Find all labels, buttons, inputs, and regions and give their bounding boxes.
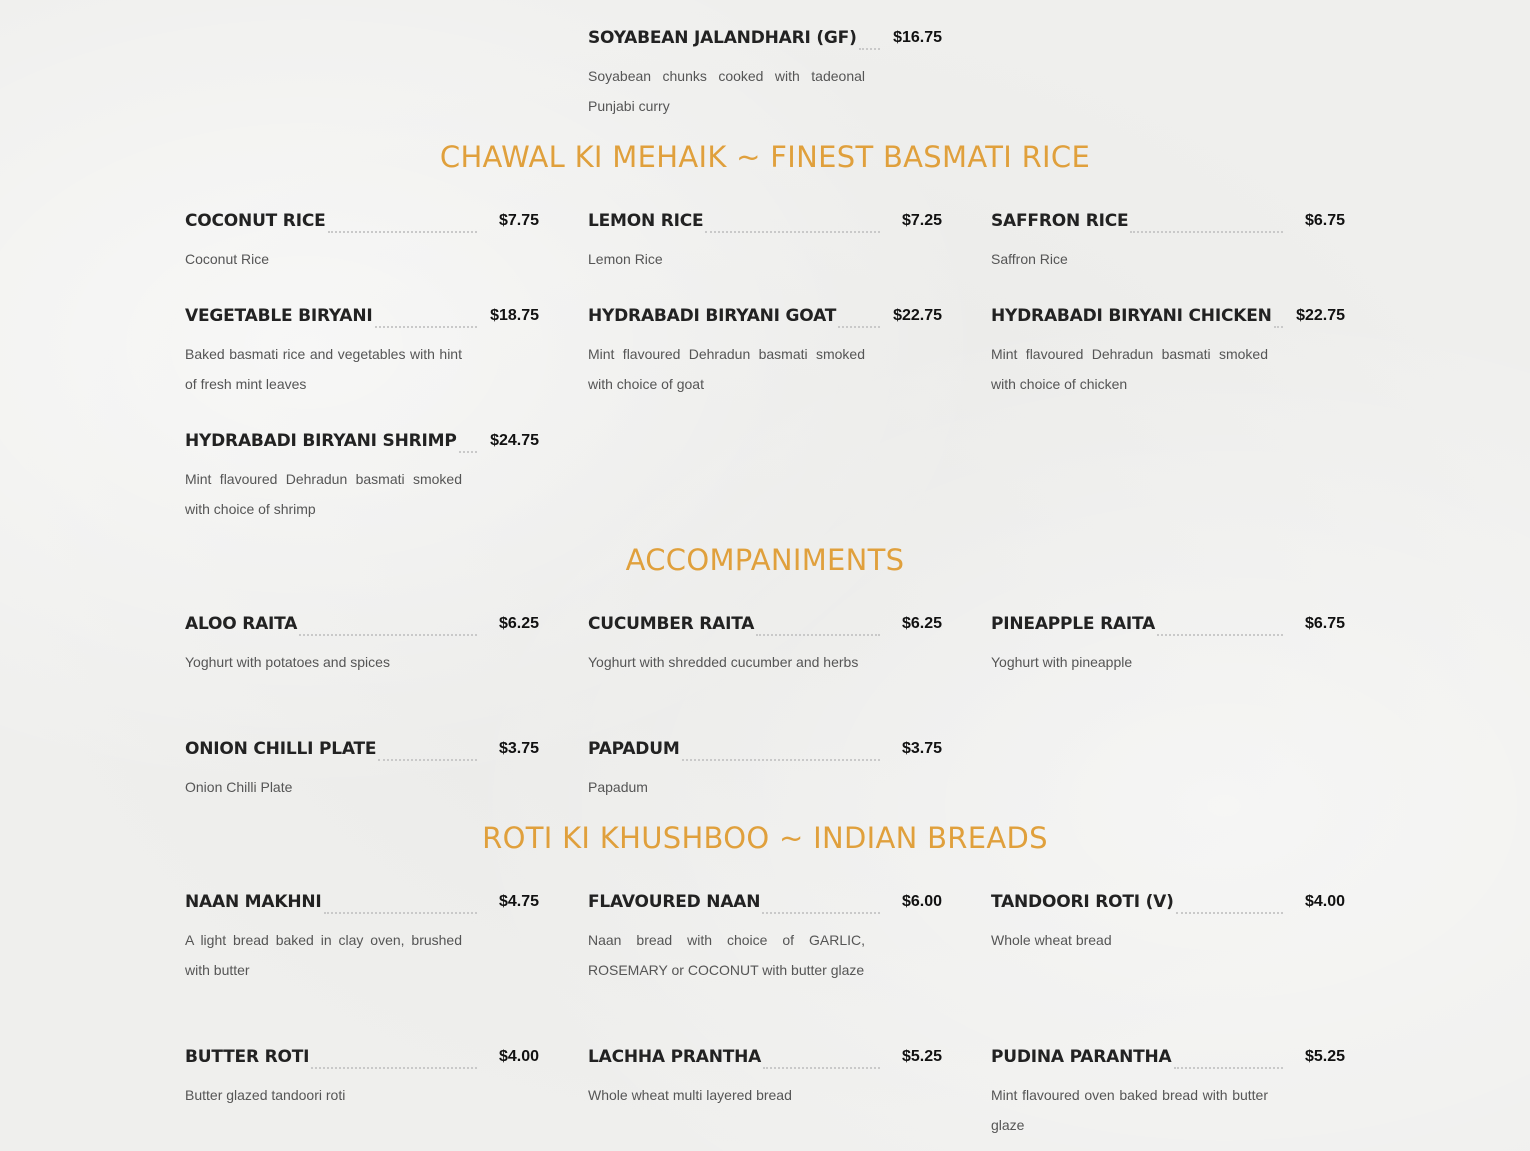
- dotted-leader: [299, 634, 477, 636]
- menu-item-lachha-prantha: [588, 1046, 942, 1110]
- menu-item-papadum: [588, 738, 942, 802]
- item-name: SOYABEAN JALANDHARI (GF): [588, 28, 857, 48]
- item-name: NAAN MAKHNI: [185, 892, 322, 912]
- item-price: $6.25: [498, 615, 539, 632]
- item-price: $6.25: [901, 615, 942, 632]
- item-description: Papadum: [588, 779, 648, 795]
- item-description: Yoghurt with shredded cucumber and herbs: [588, 654, 859, 670]
- dotted-leader: [328, 231, 477, 233]
- item-description: Naan bread with choice of GARLIC, ROSEMARY or COCONUT with butter glaze: [588, 932, 865, 978]
- item-description: Whole wheat bread: [991, 932, 1112, 948]
- item-name: ALOO RAITA: [185, 614, 298, 634]
- dotted-leader: [1274, 326, 1283, 328]
- item-description: Baked basmati rice and vegetables with hint of fresh mint leaves: [185, 346, 462, 392]
- item-description: Yoghurt with potatoes and spices: [185, 654, 390, 670]
- item-price: $3.75: [498, 740, 539, 757]
- dotted-leader: [324, 912, 477, 914]
- menu-item-soyabean-jalandhari: [588, 27, 942, 121]
- item-description: Mint flavoured Dehradun basmati smoked with choice of goat: [588, 346, 865, 392]
- item-description: Onion Chilli Plate: [185, 779, 293, 795]
- item-price: $4.00: [1304, 893, 1345, 910]
- item-description: Whole wheat multi layered bread: [588, 1087, 792, 1103]
- item-name: LEMON RICE: [588, 211, 704, 231]
- menu-item-cucumber-raita: [588, 613, 942, 677]
- dotted-leader: [838, 326, 880, 328]
- item-name: PINEAPPLE RAITA: [991, 614, 1156, 634]
- item-name: FLAVOURED NAAN: [588, 892, 761, 912]
- item-price: $22.75: [1296, 307, 1345, 324]
- item-name: TANDOORI ROTI (V): [991, 892, 1174, 912]
- item-name: VEGETABLE BIRYANI: [185, 306, 373, 326]
- menu-item-flavoured-naan: [588, 891, 942, 985]
- item-name: HYDRABADI BIRYANI GOAT: [588, 306, 837, 326]
- item-name: HYDRABADI BIRYANI CHICKEN: [991, 306, 1272, 326]
- menu-item-hydrabadi-biryani-shrimp: [185, 430, 539, 524]
- menu-item-vegetable-biryani: [185, 305, 539, 399]
- item-description: Coconut Rice: [185, 251, 270, 267]
- item-description: Yoghurt with pineapple: [991, 654, 1133, 670]
- item-description: Butter glazed tandoori roti: [185, 1087, 346, 1103]
- item-name: HYDRABADI BIRYANI SHRIMP: [185, 431, 457, 451]
- menu-item-saffron-rice: [991, 210, 1345, 274]
- item-name: CUCUMBER RAITA: [588, 614, 755, 634]
- item-price: $6.00: [901, 893, 942, 910]
- menu-item-lemon-rice: [588, 210, 942, 274]
- item-price: $5.25: [901, 1048, 942, 1065]
- menu-item-tandoori-roti: [991, 891, 1345, 955]
- item-price: $7.75: [498, 212, 539, 229]
- dotted-leader: [762, 912, 880, 914]
- item-name: SAFFRON RICE: [991, 211, 1129, 231]
- item-price: $3.75: [901, 740, 942, 757]
- item-name: LACHHA PRANTHA: [588, 1047, 762, 1067]
- dotted-leader: [682, 759, 880, 761]
- menu-item-hydrabadi-biryani-goat: [588, 305, 942, 399]
- item-price: $4.75: [498, 893, 539, 910]
- item-price: $16.75: [893, 29, 942, 46]
- menu-item-pudina-parantha: [991, 1046, 1345, 1140]
- item-price: $18.75: [490, 307, 539, 324]
- dotted-leader: [378, 759, 477, 761]
- item-description: Mint flavoured Dehradun basmati smoked with choice of shrimp: [185, 471, 462, 517]
- item-price: $4.00: [498, 1048, 539, 1065]
- dotted-leader: [1130, 231, 1283, 233]
- item-price: $24.75: [490, 432, 539, 449]
- section-title-accompaniments: ACCOMPANIMENTS: [625, 543, 905, 577]
- dotted-leader: [763, 1067, 880, 1069]
- item-description: Soyabean chunks cooked with tadeonal Punjabi curry: [588, 68, 865, 114]
- dotted-leader: [859, 48, 880, 50]
- dotted-leader: [311, 1067, 477, 1069]
- dotted-leader: [705, 231, 880, 233]
- item-name: PAPADUM: [588, 739, 680, 759]
- menu-item-aloo-raita: [185, 613, 539, 677]
- item-description: Mint flavoured oven baked bread with butter glaze: [991, 1087, 1268, 1133]
- item-price: $6.75: [1304, 615, 1345, 632]
- menu-item-hydrabadi-biryani-chicken: [991, 305, 1345, 399]
- item-description: Lemon Rice: [588, 251, 663, 267]
- item-name: COCONUT RICE: [185, 211, 326, 231]
- item-name: BUTTER ROTI: [185, 1047, 310, 1067]
- dotted-leader: [459, 451, 477, 453]
- dotted-leader: [375, 326, 477, 328]
- dotted-leader: [756, 634, 880, 636]
- menu-item-pineapple-raita: [991, 613, 1345, 677]
- menu-item-butter-roti: [185, 1046, 539, 1110]
- item-description: Saffron Rice: [991, 251, 1068, 267]
- item-price: $7.25: [901, 212, 942, 229]
- menu-item-coconut-rice: [185, 210, 539, 274]
- dotted-leader: [1157, 634, 1283, 636]
- section-title-basmati-rice: CHAWAL KI MEHAIK ~ FINEST BASMATI RICE: [439, 140, 1091, 174]
- item-name: PUDINA PARANTHA: [991, 1047, 1172, 1067]
- dotted-leader: [1174, 1067, 1283, 1069]
- item-price: $6.75: [1304, 212, 1345, 229]
- item-price: $5.25: [1304, 1048, 1345, 1065]
- menu-item-onion-chilli-plate: [185, 738, 539, 802]
- menu-item-naan-makhni: [185, 891, 539, 985]
- section-title-indian-breads: ROTI KI KHUSHBOO ~ INDIAN BREADS: [482, 821, 1048, 855]
- item-price: $22.75: [893, 307, 942, 324]
- item-description: A light bread baked in clay oven, brushed with butter: [185, 932, 462, 978]
- item-description: Mint flavoured Dehradun basmati smoked with choice of chicken: [991, 346, 1268, 392]
- item-name: ONION CHILLI PLATE: [185, 739, 377, 759]
- dotted-leader: [1176, 912, 1283, 914]
